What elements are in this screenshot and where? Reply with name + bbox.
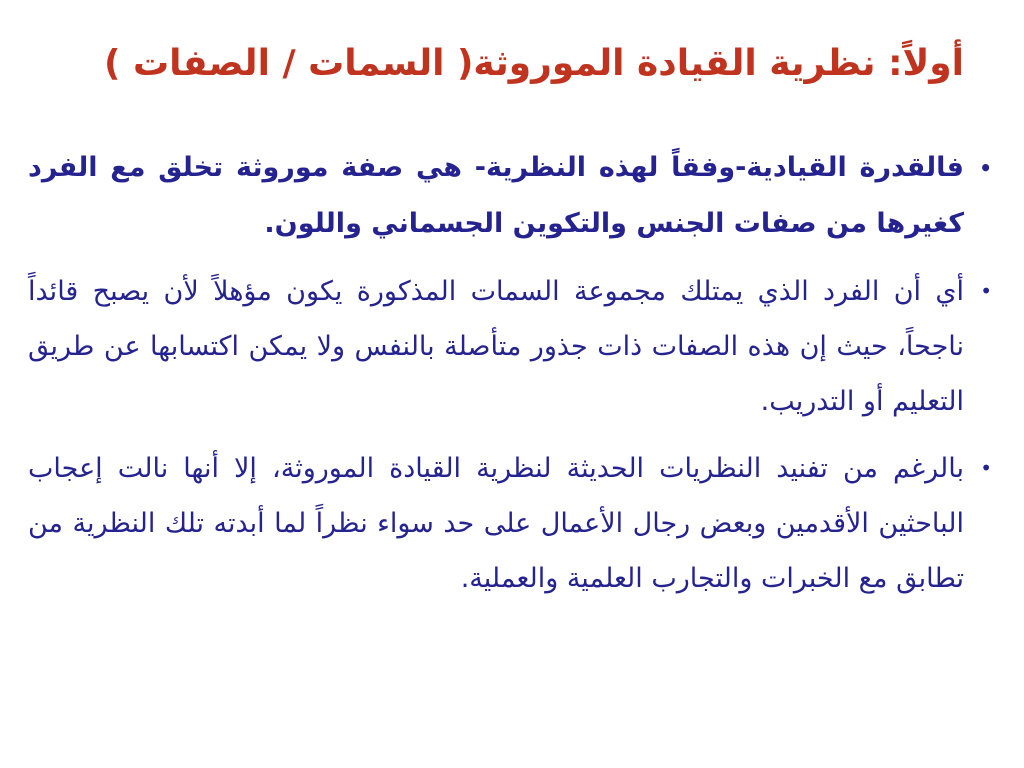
bullet-text: بالرغم من تفنيد النظريات الحديثة لنظرية القيادة الموروثة، إلا أنها نالت إعجاب الباحثين الأقدمين وبعض رجال الأعمال على حد سواء نظراً لما أبدته تلك النظرية من تطابق مع الخبرات والتجارب العلمية والعملية. — [28, 453, 964, 594]
bullet-text: أي أن الفرد الذي يمتلك مجموعة السمات المذكورة يكون مؤهلاً لأن يصبح قائداً ناجحاً، حيث إن هذه الصفات ذات جذور متأصلة بالنفس ولا يمكن اكتسابها عن طريق التعليم أو التدريب. — [28, 276, 964, 417]
slide-title: أولاً: نظرية القيادة الموروثة( السمات / الصفات ) — [103, 43, 964, 84]
bullet-text: فالقدرة القيادية-وفقاً لهذه النظرية- هي صفة موروثة تخلق مع الفرد كغيرها من صفات الجنس والتكوين الجسماني واللون. — [28, 152, 964, 239]
bullet-marker: • — [980, 279, 992, 303]
bullet-item — [28, 140, 992, 252]
bullet-marker: • — [980, 456, 992, 480]
bullet-marker: • — [979, 156, 992, 180]
bullet-item — [28, 441, 992, 606]
bullet-item — [28, 264, 992, 429]
bullet-list — [28, 140, 992, 618]
